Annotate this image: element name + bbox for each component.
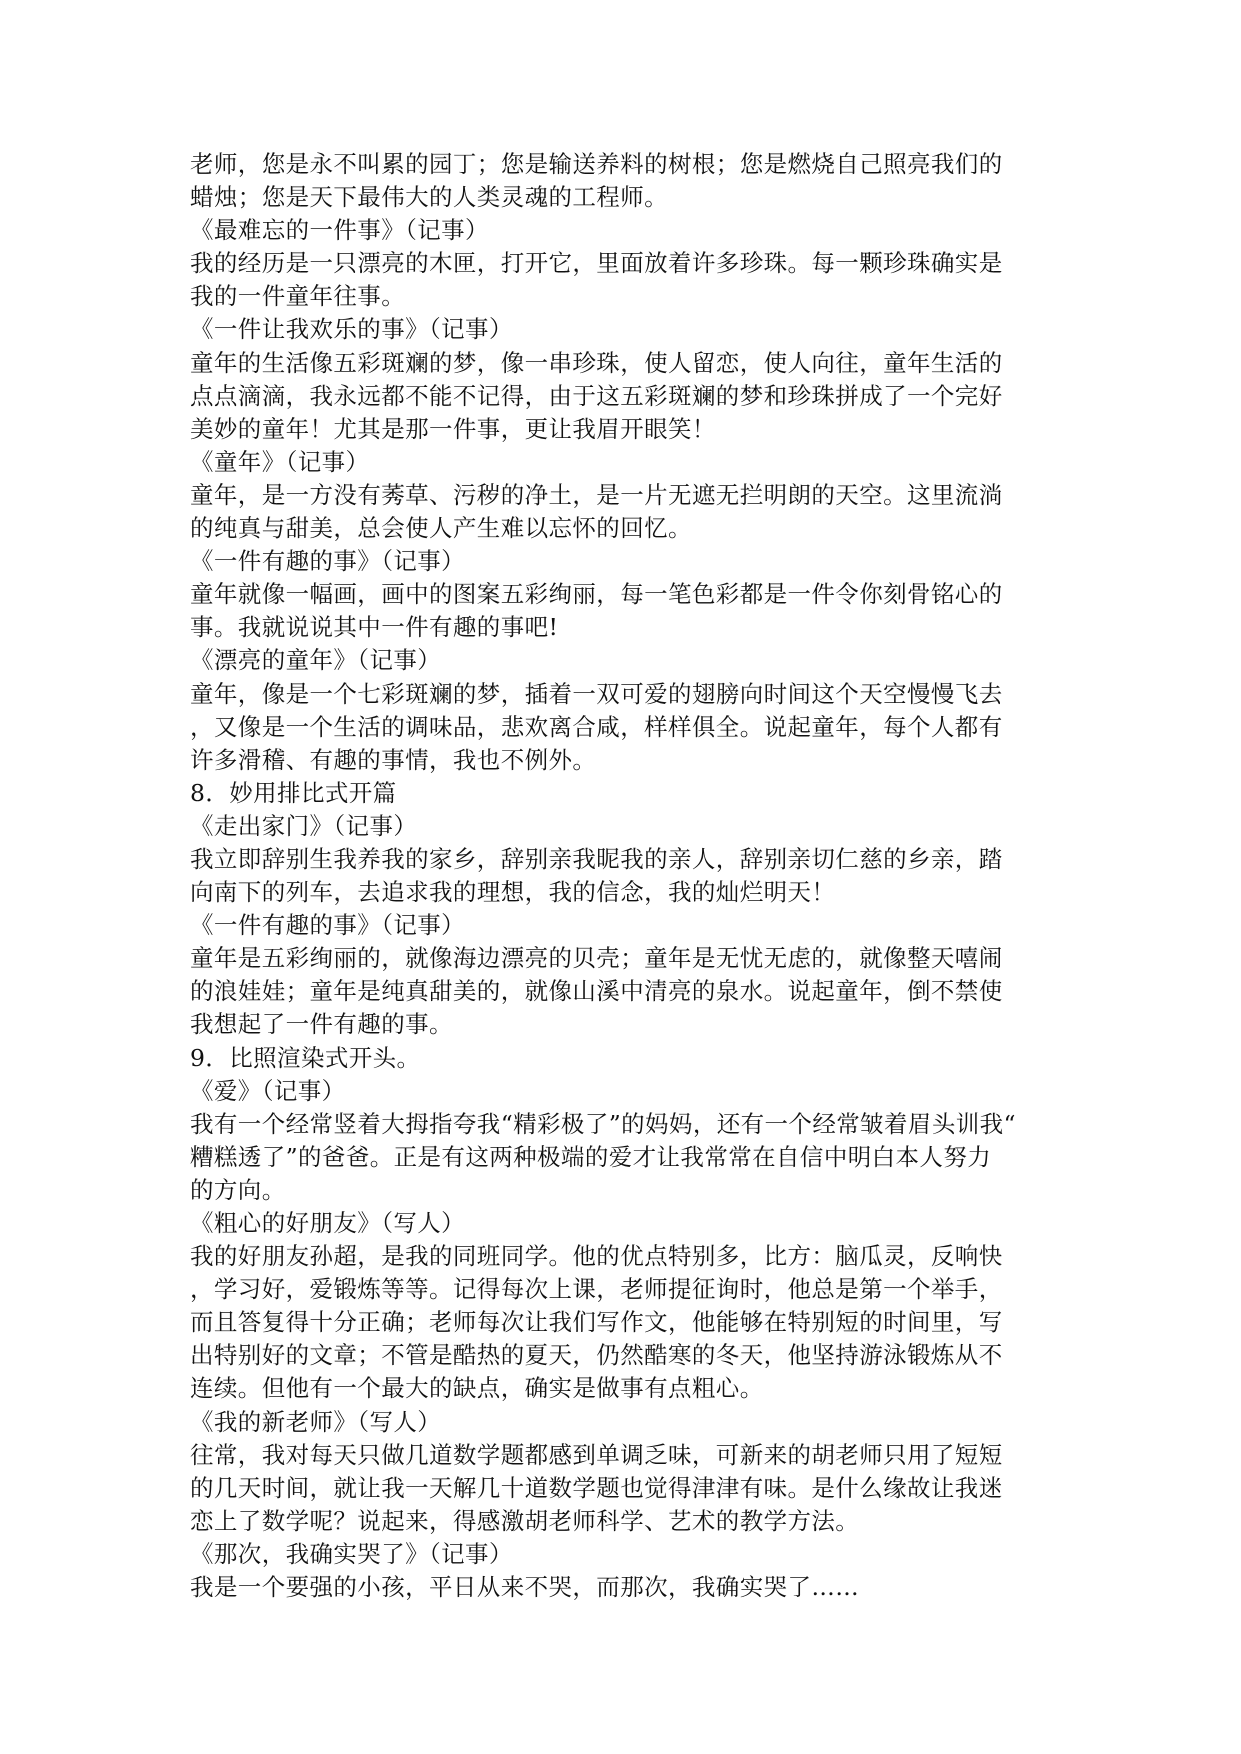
text-line: 我想起了一件有趣的事。 — [190, 1010, 453, 1039]
section-heading: 《一件有趣的事》（记事） — [190, 547, 466, 576]
text-line: 而且答复得十分正确；老师每次让我们写作文，他能够在特别短的时间里，写 — [190, 1308, 1003, 1337]
text-line: 恋上了数学呢？说起来，得感激胡老师科学、艺术的教学方法。 — [190, 1506, 860, 1535]
section-heading: 《那次，我确实哭了》（记事） — [190, 1539, 513, 1568]
text-line: ，又像是一个生活的调味品，悲欢离合咸，样样俱全。说起童年，每个人都有 — [190, 712, 1003, 741]
text-line: 许多滑稽、有趣的事情，我也不例外。 — [190, 745, 597, 774]
text-line: 蜡烛；您是天下最伟大的人类灵魂的工程师。 — [190, 183, 668, 212]
text-line: 童年，像是一个七彩斑斓的梦，插着一双可爱的翅膀向时间这个天空慢慢飞去 — [190, 679, 1003, 708]
text-line: 我是一个要强的小孩，平日从来不哭，而那次，我确实哭了…… — [190, 1573, 860, 1602]
section-heading: 《我的新老师》（写人） — [190, 1407, 442, 1436]
text-line: 事。我就说说其中一件有趣的事吧! — [190, 613, 559, 642]
text-line: 童年的生活像五彩斑斓的梦，像一串珍珠，使人留恋，使人向往，童年生活的 — [190, 348, 1003, 377]
section-heading: 《漂亮的童年》（记事） — [190, 646, 442, 675]
text-line: 点点滴滴，我永远都不能不记得，由于这五彩斑斓的梦和珍珠拼成了一个完好 — [190, 381, 1003, 410]
text-line: ，学习好，爱锻炼等等。记得每次上课，老师提征询时，他总是第一个举手， — [190, 1275, 1003, 1304]
text-line: 的几天时间，就让我一天解几十道数学题也觉得津津有味。是什么缘故让我迷 — [190, 1473, 1003, 1502]
text-line: 我的好朋友孙超，是我的同班同学。他的优点特别多，比方：脑瓜灵，反响快 — [190, 1242, 1003, 1271]
text-line: 我有一个经常竖着大拇指夸我“精彩极了”的妈妈，还有一个经常皱着眉头训我“ — [190, 1109, 1016, 1138]
text-line: 美妙的童年！尤其是那一件事，更让我眉开眼笑！ — [190, 414, 716, 443]
text-line: 往常，我对每天只做几道数学题都感到单调乏味，可新来的胡老师只用了短短 — [190, 1440, 1003, 1469]
text-line: 糟糕透了”的爸爸。正是有这两种极端的爱才让我常常在自信中明白本人努力 — [190, 1142, 992, 1171]
text-line: 出特别好的文章；不管是酷热的夏天，仍然酷寒的冬天，他坚持游泳锻炼从不 — [190, 1341, 1003, 1370]
text-line: 向南下的列车，去追求我的理想，我的信念，我的灿烂明天！ — [190, 878, 836, 907]
text-line: 的浪娃娃；童年是纯真甜美的，就像山溪中清亮的泉水。说起童年，倒不禁使 — [190, 977, 1003, 1006]
text-line: 的方向。 — [190, 1175, 286, 1204]
text-line: 我的一件童年往事。 — [190, 282, 406, 311]
section-heading: 《最难忘的一件事》（记事） — [190, 216, 489, 245]
section-heading: 《一件有趣的事》（记事） — [190, 911, 466, 940]
text-line: 我的经历是一只漂亮的木匣，打开它，里面放着许多珍珠。每一颗珍珠确实是 — [190, 249, 1003, 278]
text-line: 童年，是一方没有莠草、污秽的净土，是一片无遮无拦明朗的天空。这里流淌 — [190, 480, 1003, 509]
text-line: 童年就像一幅画，画中的图案五彩绚丽，每一笔色彩都是一件令你刻骨铭心的 — [190, 580, 1003, 609]
text-line: 连续。但他有一个最大的缺点，确实是做事有点粗心。 — [190, 1374, 764, 1403]
section-heading: 《童年》（记事） — [190, 447, 370, 476]
text-line: 老师，您是永不叫累的园丁；您是输送养料的树根；您是燃烧自己照亮我们的 — [190, 150, 1003, 178]
section-heading: 《一件让我欢乐的事》（记事） — [190, 315, 513, 344]
document-page — [190, 148, 1060, 1604]
text-line: 童年是五彩绚丽的，就像海边漂亮的贝壳；童年是无忧无虑的，就像整天嘻闹 — [190, 944, 1003, 973]
text-line: 我立即辞别生我养我的家乡，辞别亲我昵我的亲人，辞别亲切仁慈的乡亲，踏 — [190, 844, 1003, 873]
section-heading: 《走出家门》（记事） — [190, 811, 418, 840]
section-heading: 《爱》（记事） — [190, 1076, 346, 1105]
section-heading: 《粗心的好朋友》（写人） — [190, 1209, 466, 1237]
text-line: 的纯真与甜美，总会使人产生难以忘怀的回忆。 — [190, 514, 692, 543]
numbered-heading: 9．比照渲染式开头。 — [190, 1043, 421, 1072]
numbered-heading: 8．妙用排比式开篇 — [190, 778, 397, 807]
